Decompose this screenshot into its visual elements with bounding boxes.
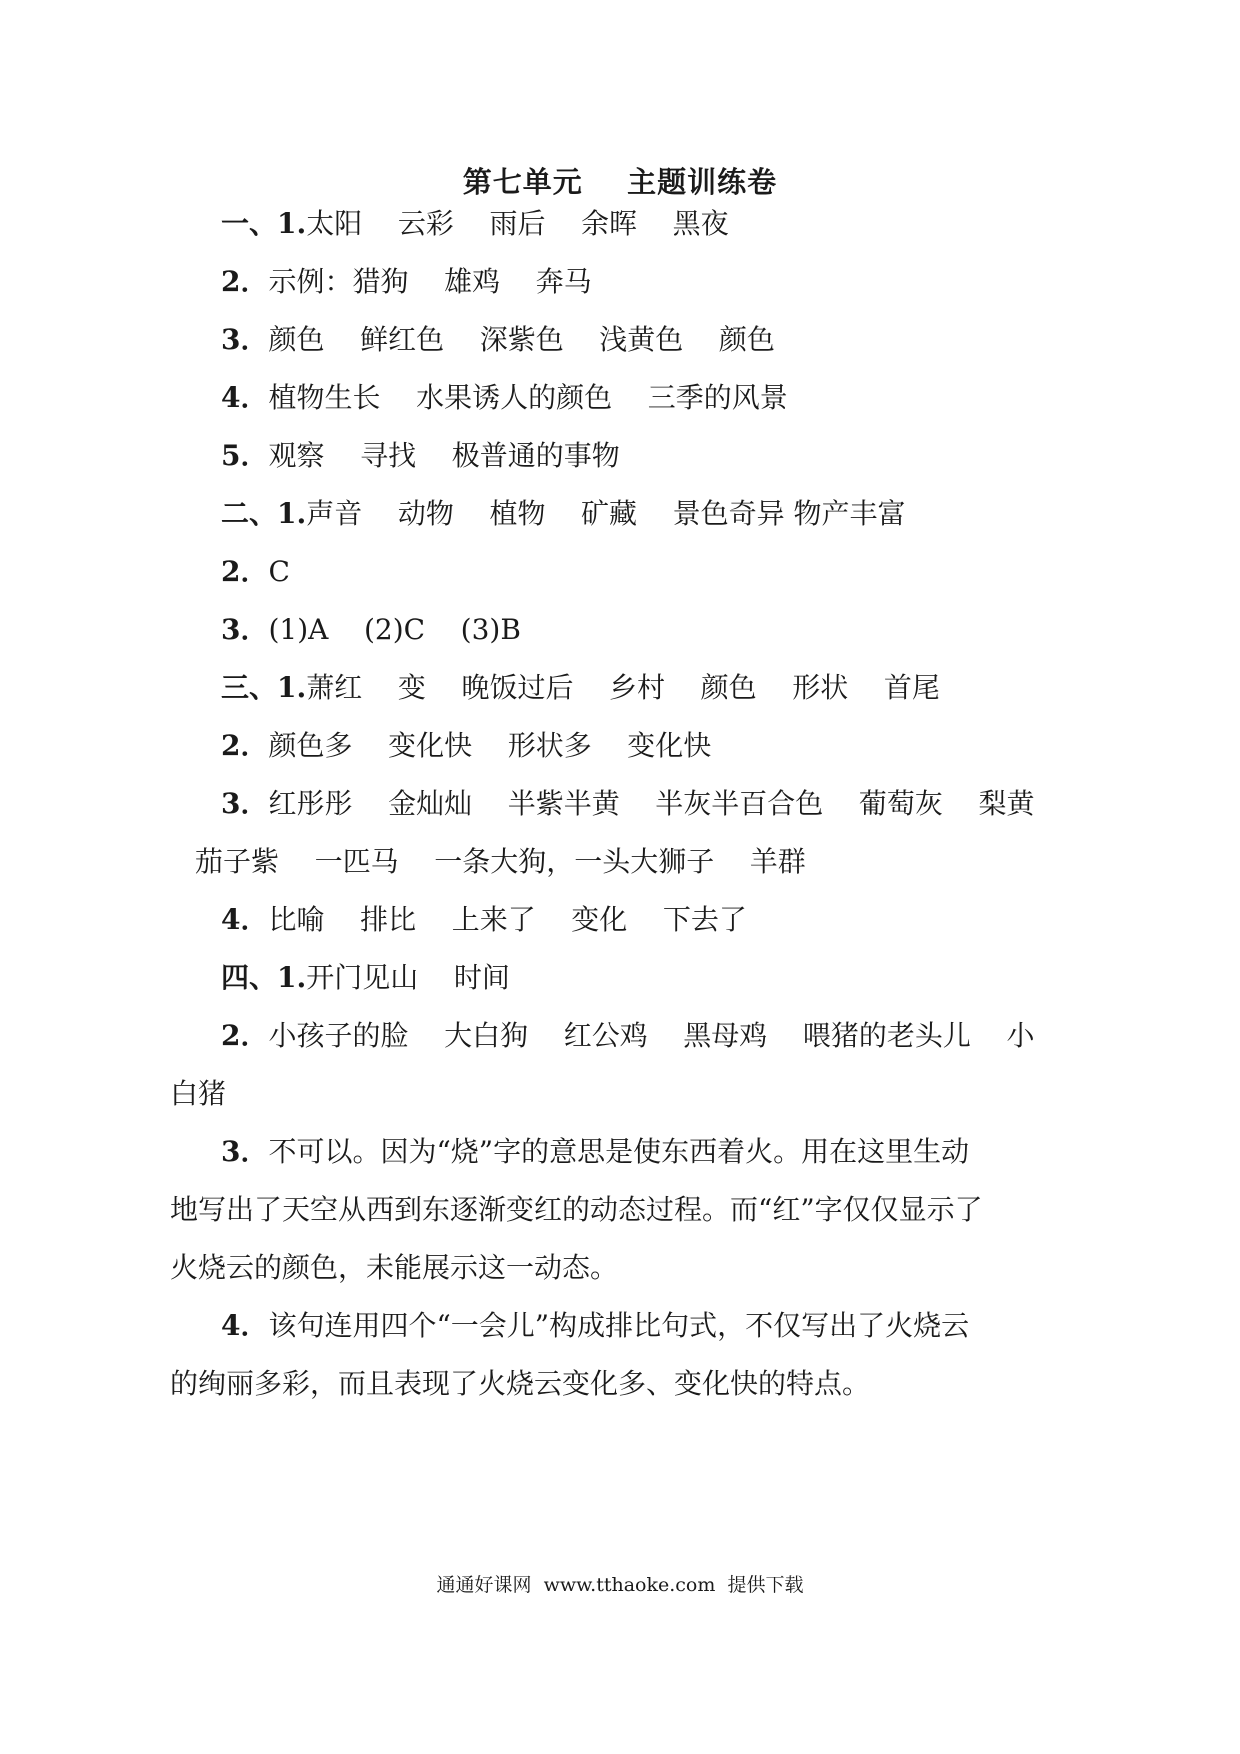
- answer-text: 该句连用四个“一会儿”构成排比句式，不仅写出了火烧云: [268, 1309, 970, 1342]
- item-number: 2．: [221, 555, 269, 588]
- answer-text: 太阳 云彩 雨后 余晖 黑夜: [306, 207, 729, 240]
- answer-text: 颜色 鲜红色 深紫色 浅黄色 颜色: [268, 323, 775, 356]
- answer-text: 植物生长 水果诱人的颜色 三季的风景: [268, 381, 788, 414]
- answer-text: 不可以。因为“烧”字的意思是使东西着火。用在这里生动: [268, 1135, 970, 1168]
- answer-line: [221, 726, 711, 766]
- answer-line: [221, 552, 290, 592]
- answer-line: [170, 1364, 870, 1404]
- item-number: 3．: [221, 787, 269, 820]
- answer-line: [221, 1306, 969, 1346]
- answer-text: 颜色多 变化快 形状多 变化快: [268, 729, 712, 762]
- answer-line: [195, 842, 806, 882]
- answer-line: [221, 494, 906, 534]
- item-number: 4．: [221, 1309, 269, 1342]
- answer-line: [170, 1190, 983, 1230]
- answer-text: 萧红 变 晚饭过后 乡村 颜色 形状 首尾: [306, 671, 940, 704]
- answer-text: 火烧云的颜色，未能展示这一动态。: [170, 1251, 619, 1284]
- item-number: 3．: [221, 323, 269, 356]
- answer-text: 开门见山 时间: [306, 961, 510, 994]
- item-number: 2．: [221, 729, 269, 762]
- item-number: 5．: [221, 439, 269, 472]
- answer-line: [221, 958, 510, 998]
- item-number: 四、1.: [221, 961, 307, 994]
- item-number: 3．: [221, 1135, 269, 1168]
- item-number: 二、1.: [221, 497, 307, 530]
- footer-source: 通通好课网 www.tthaoke.com 提供下载: [436, 1574, 804, 1596]
- answer-line: [221, 262, 592, 302]
- answer-text: 小孩子的脸 大白狗 红公鸡 黑母鸡 喂猪的老头儿 小: [268, 1019, 1035, 1052]
- answer-line: [221, 320, 775, 360]
- page-title: 第七单元 主题训练卷: [462, 165, 778, 199]
- item-number: 一、1.: [221, 207, 307, 240]
- answer-text: (1)A (2)C (3)B: [268, 613, 521, 646]
- answer-line: [170, 1248, 618, 1288]
- answer-text: 地写出了天空从西到东逐渐变红的动态过程。而“红”字仅仅显示了: [170, 1193, 983, 1226]
- item-number: 2．: [221, 265, 269, 298]
- item-number: 三、1.: [221, 671, 307, 704]
- answer-text: 比喻 排比 上来了 变化 下去了: [268, 903, 747, 936]
- answer-line: [221, 436, 620, 476]
- answer-text: 茄子紫 一匹马 一条大狗，一头大狮子 羊群: [195, 845, 806, 878]
- answer-line: [170, 1074, 226, 1114]
- answer-text: 红彤彤 金灿灿 半紫半黄 半灰半百合色 葡萄灰 梨黄: [268, 787, 1035, 820]
- answer-line: [221, 378, 788, 418]
- item-number: 4．: [221, 903, 269, 936]
- answer-line: [221, 668, 940, 708]
- item-number: 4．: [221, 381, 269, 414]
- answer-line: [221, 204, 729, 244]
- answer-text: 白猪: [170, 1077, 227, 1110]
- answer-line: [221, 610, 521, 650]
- answer-text: 的绚丽多彩，而且表现了火烧云变化多、变化快的特点。: [170, 1367, 871, 1400]
- answer-line: [221, 784, 1035, 824]
- answer-line: [221, 1016, 1035, 1056]
- item-number: 2．: [221, 1019, 269, 1052]
- answer-text: 示例：猎狗 雄鸡 奔马: [268, 265, 592, 298]
- answer-line: [221, 1132, 969, 1172]
- answer-text: C: [268, 555, 290, 588]
- item-number: 3．: [221, 613, 269, 646]
- answer-line: [221, 900, 747, 940]
- answer-text: 观察 寻找 极普通的事物: [268, 439, 620, 472]
- answer-text: 声音 动物 植物 矿藏 景色奇异 物产丰富: [306, 497, 906, 530]
